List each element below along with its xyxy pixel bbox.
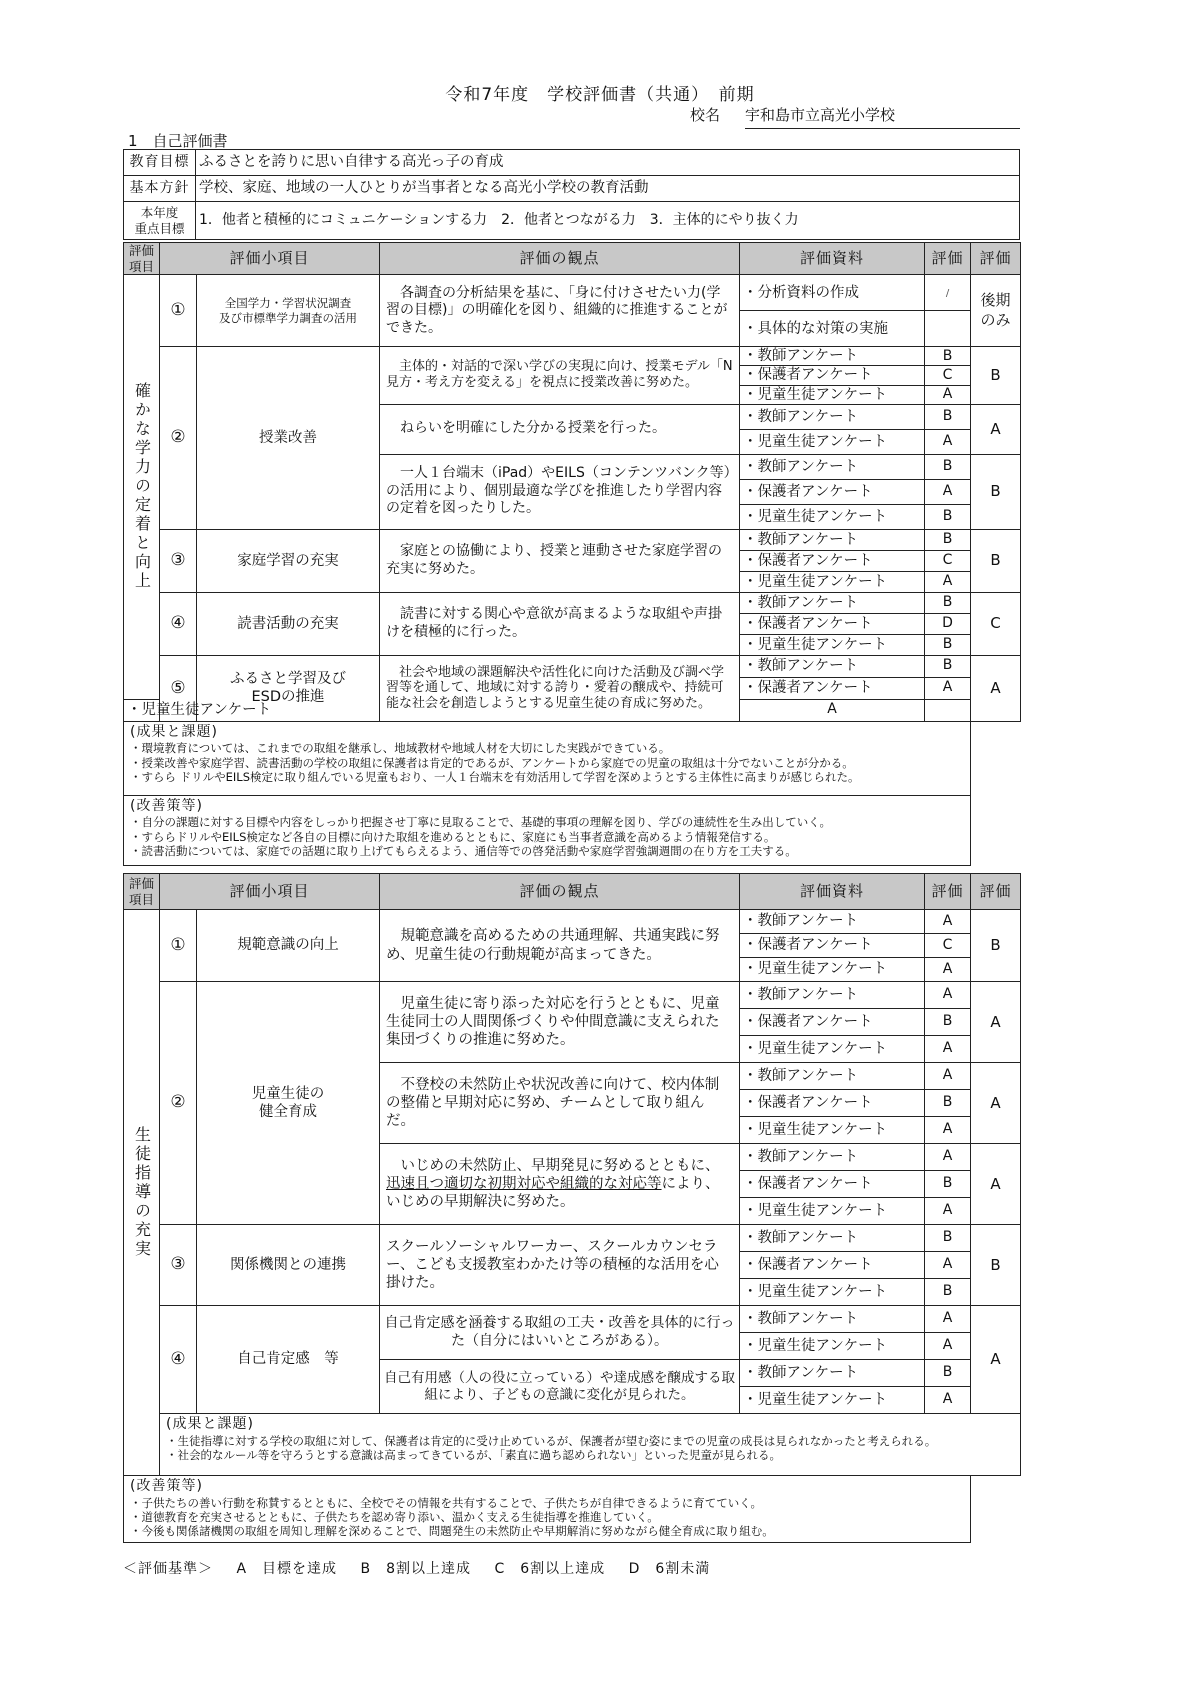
s2-r4-overall: A xyxy=(971,1306,1021,1414)
s1-r4-item: 読書活動の充実 xyxy=(197,592,380,655)
s2-measures xyxy=(124,1476,971,1543)
s1-r4a xyxy=(124,592,1021,613)
s1-r4-src0: ・教師アンケート xyxy=(740,592,925,613)
s1-r3-src0: ・教師アンケート xyxy=(740,529,925,550)
focus-label-line2: 重点目標 xyxy=(134,220,185,236)
s1-r5-num: ⑤ xyxy=(160,655,197,721)
s2-r4-v1-src1: ・児童生徒アンケート xyxy=(740,1333,925,1360)
s2-r4-v1-g1: A xyxy=(925,1333,971,1360)
s1-r1-item-line1: 全国学力・学習状況調査 xyxy=(224,296,352,311)
s2-r2-v3-g1: B xyxy=(925,1171,971,1198)
s1-results xyxy=(124,721,971,795)
s1-r5-src1: ・保護者アンケート xyxy=(740,677,925,699)
s2-r2-v3-g2: A xyxy=(925,1198,971,1225)
s2-r3-num: ③ xyxy=(160,1225,197,1306)
s2-r2-v2-g2: A xyxy=(925,1117,971,1144)
s1-r5-overall: A xyxy=(971,655,1021,721)
s2-r2-v1-g0: A xyxy=(925,982,971,1009)
s1-r1-g1 xyxy=(925,275,971,311)
s1-r4-g0: B xyxy=(925,592,971,613)
s1-r3-view: 家庭との協働により、授業と連動させた家庭学習の充実に努めた。 xyxy=(380,529,740,592)
s1-r2-v1-g2: A xyxy=(925,385,971,404)
s1-r1-item xyxy=(197,275,380,347)
s1-r1-overall xyxy=(971,275,1021,347)
s1-r2-v2-g0: B xyxy=(925,404,971,429)
s2-r1-view: 規範意識を高めるための共通理解、共通実践に努め、児童生徒の行動規範が高まってきた。 xyxy=(380,910,740,982)
s2-r3-g1: A xyxy=(925,1252,971,1279)
s1-result-3: ・すらら ドリルやEILS検定に取り組んでいる児童もおり、一人１台端末を有効活用して学習を深めようとする主体性に高まりが感じられた。 xyxy=(130,769,860,784)
s2-measure-3: ・今後も関係諸機関の取組を周知し理解を深めることで、問題発生の未然防止や早期解消に努めながら健全育成に取り組む。 xyxy=(130,1524,774,1539)
s1-r1-overall-line2: のみ xyxy=(980,310,1011,329)
s2-r1a xyxy=(124,910,1021,934)
s1-r3-g0: B xyxy=(925,529,971,550)
s1-r2-v1-src1: ・保護者アンケート xyxy=(740,366,925,385)
s2-r1-src0: ・教師アンケート xyxy=(740,910,925,934)
school-name: 宇和島市立高光小学校 xyxy=(745,104,1020,129)
header-eval-item-line2: 項目 xyxy=(128,258,154,274)
s1-r2-view2: ねらいを明確にした分かる授業を行った。 xyxy=(380,404,740,454)
policy-row xyxy=(124,176,1020,202)
focus-value: 1．他者と積極的にコミュニケーションする力 2．他者とつながる力 3．主体的にやり抜く力 xyxy=(196,202,1020,240)
s1-r5-view: 社会や地域の課題解決や活性化に向けた活動及び調べ学習等を通して、地域に対する誇り・愛着の醸成や、持続可能な社会を創造しようとする児童生徒の育成に努めた。 xyxy=(380,655,740,721)
s1-result-2: ・授業改善や家庭学習、読書活動の学校の取組に保護者は肯定的であるが、アンケートから家庭での児童の取組は十分でないことが分かる。 xyxy=(130,755,854,770)
s2-header-eval-item-line1: 評価 xyxy=(128,875,154,891)
s1-r1-src1: ・分析資料の作成 xyxy=(740,275,925,311)
s1-r1-src2: ・具体的な対策の実施 xyxy=(740,311,925,347)
s1-r2-v3-g1: A xyxy=(925,479,971,504)
header-sub-item: 評価小項目 xyxy=(160,243,380,275)
s2-r4-v2-g0: B xyxy=(925,1360,971,1387)
s1-r2-v1-src2: ・児童生徒アンケート xyxy=(740,385,925,404)
s1-r5-g0: B xyxy=(925,655,971,677)
focus-label-line1: 本年度 xyxy=(140,204,179,220)
s2-r4-view2: 自己有用感（人の役に立っている）や達成感を醸成する取組により、子どもの意識に変化が見られた。 xyxy=(380,1360,740,1414)
goal-label: 教育目標 xyxy=(124,150,196,176)
policy-label: 基本方針 xyxy=(124,176,196,202)
s2-results-title: (成果と課題) xyxy=(166,1416,254,1432)
focus-row xyxy=(124,202,1020,240)
s2-r3a xyxy=(124,1225,1021,1252)
s2-r3-g2: B xyxy=(925,1279,971,1306)
s1-r2-v2-g1: A xyxy=(925,429,971,454)
s2-r2-view3-underlined: 迅速且つ適切な初期対応や組織的な対応等 xyxy=(386,1175,662,1192)
s1-result-1: ・環境教育については、これまでの取組を継承し、地域教材や地域人材を大切にした実践ができている。 xyxy=(130,741,671,756)
s2-r1-item: 規範意識の向上 xyxy=(197,910,380,982)
criteria-c: C 6割以上達成 xyxy=(494,1561,606,1577)
category-academic: 確かな学力の定着と向上 xyxy=(124,275,160,699)
s1-r1 xyxy=(124,275,1021,311)
s2-r2-v1a xyxy=(124,982,1021,1009)
s2-r2-view2: 不登校の未然防止や状況改善に向けて、校内体制の整備と早期対応に努め、チームとして取り組んだ。 xyxy=(380,1063,740,1144)
s1-r2-v1-g1: C xyxy=(925,366,971,385)
s2-r4-v1-g0: A xyxy=(925,1306,971,1333)
goal-value: ふるさとを誇りに思い自律する高光っ子の育成 xyxy=(196,150,1020,176)
s2-r1-num: ① xyxy=(160,910,197,982)
s2-r2-view3-part3: により、いじめの早期解決に努めた。 xyxy=(386,1175,720,1211)
s1-r4-view: 読書に対する関心や意欲が高まるような取組や声掛けを積極的に行った。 xyxy=(380,592,740,655)
criteria-a: A 目標を達成 xyxy=(236,1561,338,1577)
s1-r2-view3: 一人１台端末（iPad）やEILS（コンテンツバンク等）の活用により、個別最適な学びを推進したり学習内容の定着を図ったりした。 xyxy=(380,454,740,529)
s2-measure-1: ・子供たちの善い行動を称賛するとともに、全校でその情報を共有することで、子供たちが自律できるように育てていく。 xyxy=(130,1495,763,1510)
s1-measures-title: (改善策等) xyxy=(130,797,203,814)
s1-measure-2: ・すららドリルやEILS検定など各自の目標に向けた取組を進めるとともに、家庭にも当事者意識を高めるよう情報発信する。 xyxy=(130,829,776,844)
s1-r2-v2-src0: ・教師アンケート xyxy=(740,404,925,429)
s2-r4-v2-g1: A xyxy=(925,1387,971,1414)
s1-measure-3: ・読書活動については、家庭での話題に取り上げてもらえるよう、通信等での啓発活動や家庭学習強調週間の在り方を工夫する。 xyxy=(130,843,797,858)
s2-r4-v2-src0: ・教師アンケート xyxy=(740,1360,925,1387)
s2-r3-view: スクールソーシャルワーカー、スクールカウンセラー、こども支援教室わかたけ等の積極的な活用を心掛けた。 xyxy=(380,1225,740,1306)
s2-r2-v1-src2: ・児童生徒アンケート xyxy=(740,1036,925,1063)
s2-r1-overall: B xyxy=(971,910,1021,982)
evaluation-criteria xyxy=(123,1558,728,1578)
s2-r2-v3-g0: A xyxy=(925,1144,971,1171)
s1-measures-row xyxy=(124,795,1021,865)
s1-r2-v3-g0: B xyxy=(925,454,971,479)
s2-r3-src2: ・児童生徒アンケート xyxy=(740,1279,925,1306)
s1-r1-g2 xyxy=(925,311,971,347)
s1-r4-num: ④ xyxy=(160,592,197,655)
s1-r5-g1: A xyxy=(925,677,971,699)
s1-r5-item-line1: ふるさと学習及び xyxy=(230,671,346,687)
s1-r2-v3-src2: ・児童生徒アンケート xyxy=(740,504,925,529)
s1-r3a xyxy=(124,529,1021,550)
school-label: 校名 xyxy=(690,106,721,124)
s1-r3-overall: B xyxy=(971,529,1021,592)
s2-r2-o2: A xyxy=(971,1063,1021,1144)
s1-r2-v2-src1: ・児童生徒アンケート xyxy=(740,429,925,454)
s2-header-grade: 評価 xyxy=(925,874,971,910)
s2-r1-g1: C xyxy=(925,934,971,958)
s1-r4-src1: ・保護者アンケート xyxy=(740,613,925,634)
policy-value: 学校、家庭、地域の一人ひとりが当事者となる高光小学校の教育活動 xyxy=(196,176,1020,202)
s2-r4-v2-src1: ・児童生徒アンケート xyxy=(740,1387,925,1414)
s2-r1-g2: A xyxy=(925,958,971,982)
s2-measure-2: ・道徳教育を充実させるとともに、子供たちを認め寄り添い、温かく支える生徒指導を推進していく。 xyxy=(130,1509,659,1524)
s2-r2-item xyxy=(197,982,380,1225)
s1-r2-v3-g2: B xyxy=(925,504,971,529)
header-eval-item-line1: 評価 xyxy=(128,243,154,258)
s2-r1-src1: ・保護者アンケート xyxy=(740,934,925,958)
s2-r2-num: ② xyxy=(160,982,197,1225)
s1-measures xyxy=(124,795,971,865)
s2-r4-view1: 自己肯定感を涵養する取組の工夫・改善を具体的に行った（自分にはいいところがある）。 xyxy=(380,1306,740,1360)
s2-header-source: 評価資料 xyxy=(740,874,925,910)
s1-r4-g1: D xyxy=(925,613,971,634)
s2-r2-v2-src1: ・保護者アンケート xyxy=(740,1090,925,1117)
s2-r2-o3: A xyxy=(971,1144,1021,1225)
section-heading: 1 自己評価書 xyxy=(128,132,228,150)
s2-r3-src0: ・教師アンケート xyxy=(740,1225,925,1252)
header-viewpoint: 評価の観点 xyxy=(380,243,740,275)
s2-r1-src2: ・児童生徒アンケート xyxy=(740,958,925,982)
s1-results-title: (成果と課題) xyxy=(130,723,218,740)
s1-r2-v1-src0: ・教師アンケート xyxy=(740,347,925,366)
s2-header-overall: 評価 xyxy=(971,874,1021,910)
s2-r2-v2-g1: B xyxy=(925,1090,971,1117)
s1-r3-g2: A xyxy=(925,571,971,592)
s2-result-1: ・生徒指導に対する学校の取組に対して、保護者は肯定的に受け止めているが、保護者が望む姿にまでの児童の成長は見られなかったと考えられる。 xyxy=(166,1433,937,1448)
s1-r3-src1: ・保護者アンケート xyxy=(740,550,925,571)
s2-r2-v3-src1: ・保護者アンケート xyxy=(740,1171,925,1198)
s1-r4-overall: C xyxy=(971,592,1021,655)
section1-header xyxy=(124,243,1021,275)
s2-r2-v2-g0: A xyxy=(925,1063,971,1090)
section2-table xyxy=(123,873,1021,1543)
s2-header-eval-item-line2: 項目 xyxy=(128,891,154,907)
s2-header-sub-item: 評価小項目 xyxy=(160,874,380,910)
s2-r4-item: 自己肯定感 等 xyxy=(197,1306,380,1414)
s1-r3-num: ③ xyxy=(160,529,197,592)
s1-r2-num: ② xyxy=(160,347,197,529)
section1-table xyxy=(123,242,1021,866)
s2-r2-v1-src1: ・保護者アンケート xyxy=(740,1009,925,1036)
s2-r3-item: 関係機関との連携 xyxy=(197,1225,380,1306)
basic-info-table xyxy=(123,149,1020,240)
s2-r2-v3-src2: ・児童生徒アンケート xyxy=(740,1198,925,1225)
s1-results-row xyxy=(124,721,1021,795)
s1-r2-o2: A xyxy=(971,404,1021,454)
goal-row xyxy=(124,150,1020,176)
s1-r2-o3: B xyxy=(971,454,1021,529)
s1-r1-num: ① xyxy=(160,275,197,347)
s1-r1-mark: / xyxy=(945,288,950,299)
s1-r2-item: 授業改善 xyxy=(197,347,380,529)
s2-header-eval-item xyxy=(124,874,160,910)
criteria-d: D 6割未満 xyxy=(628,1561,711,1577)
s2-results xyxy=(160,1414,1021,1476)
category-guidance: 生徒指導の充実 xyxy=(124,910,160,1476)
section2-header xyxy=(124,874,1021,910)
header-overall: 評価 xyxy=(971,243,1021,275)
s2-r2-o1: A xyxy=(971,982,1021,1063)
header-eval-item xyxy=(124,243,160,275)
s1-r2-v3-src0: ・教師アンケート xyxy=(740,454,925,479)
s2-r2-v3-src0: ・教師アンケート xyxy=(740,1144,925,1171)
s1-r1-overall-line1: 後期 xyxy=(980,291,1011,310)
s2-r3-src1: ・保護者アンケート xyxy=(740,1252,925,1279)
s2-measures-title: (改善策等) xyxy=(130,1478,203,1494)
s2-result-2: ・社会的なルール等を守ろうとする意識は高まってきているが、「素直に過ち認められない」といった児童が見られる。 xyxy=(166,1447,782,1462)
s1-r2-v1a xyxy=(124,347,1021,366)
focus-label xyxy=(124,202,196,240)
s1-r2-v1-g0: B xyxy=(925,347,971,366)
s2-r2-v2-src2: ・児童生徒アンケート xyxy=(740,1117,925,1144)
s2-r2-view3 xyxy=(380,1144,740,1225)
s1-r3-src2: ・児童生徒アンケート xyxy=(740,571,925,592)
s2-r2-v1-g2: A xyxy=(925,1036,971,1063)
s1-r2-view1: 主体的・対話的で深い学びの実現に向け、授業モデル「N見方・考え方を変える」を視点に授業改善に努めた。 xyxy=(380,347,740,404)
s1-r3-item: 家庭学習の充実 xyxy=(197,529,380,592)
s2-r3-g0: B xyxy=(925,1225,971,1252)
s2-header-viewpoint: 評価の観点 xyxy=(380,874,740,910)
s2-r2-view1: 児童生徒に寄り添った対応を行うとともに、児童生徒同士の人間関係づくりや仲間意識に支えられた集団づくりの推進に努めた。 xyxy=(380,982,740,1063)
s2-r2-v1-src0: ・教師アンケート xyxy=(740,982,925,1009)
s1-r1-view: 各調査の分析結果を基に、「身に付けさせたい力(学習の目標)」の明確化を図り、組織的に推進することができた。 xyxy=(380,275,740,347)
header-source: 評価資料 xyxy=(740,243,925,275)
s1-r5-item-line2: ESDの推進 xyxy=(251,689,325,706)
s1-measure-1: ・自分の課題に対する目標や内容をしっかり把握させ丁寧に見取ることで、基礎的事項の理解を図り、学びの連続性を生み出していく。 xyxy=(130,815,832,830)
s1-r4-src2: ・児童生徒アンケート xyxy=(740,634,925,655)
s1-r5-src0: ・教師アンケート xyxy=(740,655,925,677)
header-grade: 評価 xyxy=(925,243,971,275)
s2-r2-item-line2: 健全育成 xyxy=(259,1104,317,1120)
s2-results-row xyxy=(124,1414,1021,1476)
s2-r2-item-line1: 児童生徒の xyxy=(251,1085,325,1102)
s2-r2-v2-src0: ・教師アンケート xyxy=(740,1063,925,1090)
s1-r3-g1: C xyxy=(925,550,971,571)
criteria-b: B 8割以上達成 xyxy=(360,1561,471,1577)
s2-r3-overall: B xyxy=(971,1225,1021,1306)
s2-r2-view3-part1: いじめの未然防止、早期発見に努めるとともに、 xyxy=(400,1157,720,1174)
document-title: 令和7年度 学校評価書（共通） 前期 xyxy=(445,85,755,105)
s1-r2-o1: B xyxy=(971,347,1021,404)
s2-r2-v1-g1: B xyxy=(925,1009,971,1036)
s1-r2-v3-src1: ・保護者アンケート xyxy=(740,479,925,504)
s1-r5-src2: ・児童生徒アンケート xyxy=(124,699,160,721)
s1-r1-item-line2: 及び市標準学力調査の活用 xyxy=(219,310,357,325)
criteria-label: ＜評価基準＞ xyxy=(123,1561,213,1577)
s2-r4-v1a xyxy=(124,1306,1021,1333)
s1-r5a xyxy=(124,655,1021,677)
s2-r4-num: ④ xyxy=(160,1306,197,1414)
s1-r4-g2: B xyxy=(925,634,971,655)
s2-measures-row xyxy=(124,1476,1021,1543)
s2-r4-v1-src0: ・教師アンケート xyxy=(740,1306,925,1333)
s1-r5-g2: A xyxy=(740,699,925,721)
s2-r1-g0: A xyxy=(925,910,971,934)
